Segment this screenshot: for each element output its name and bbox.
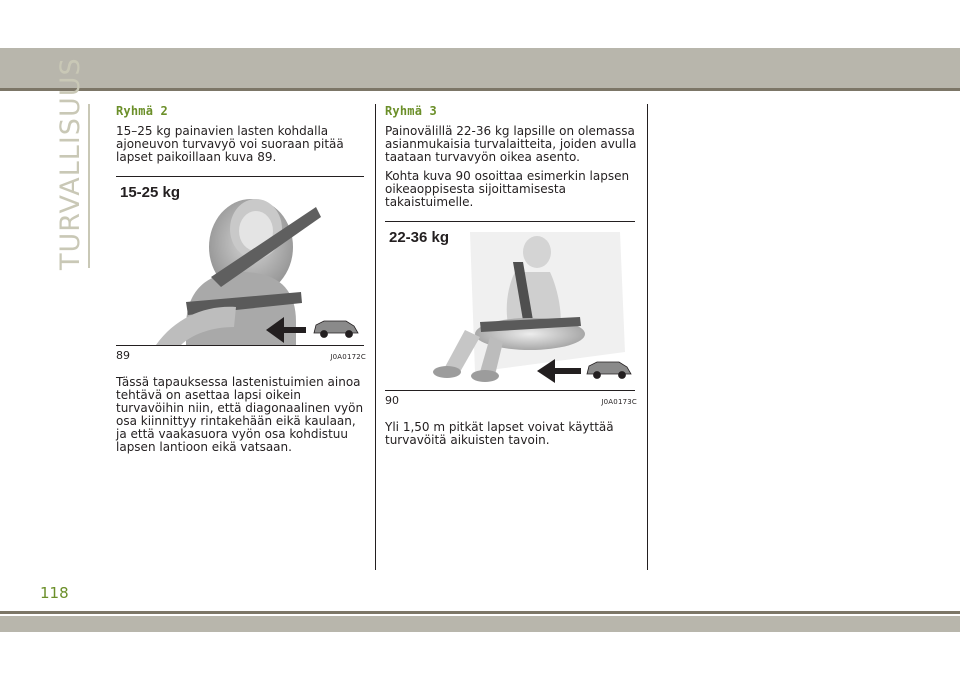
figure-89 <box>116 176 364 346</box>
header-band <box>0 48 960 88</box>
column-divider-right <box>647 104 648 570</box>
child-booster-cushion-illustration <box>385 222 635 390</box>
footer-rule <box>0 611 960 614</box>
booster-seat-illustration <box>116 177 364 345</box>
paragraph: 15–25 kg painavien lasten kohdalla ajoneuvon turvavyö voi suoraan pitää lapset paikoillaan kuva 89. <box>116 124 344 164</box>
right-column <box>385 104 637 453</box>
figure-code: J0A0173C <box>601 398 637 406</box>
figure-caption <box>385 394 637 407</box>
section-title-vertical: TURVALLISUUS <box>55 57 86 270</box>
figure-90 <box>385 221 635 391</box>
paragraph: Painovälillä 22-36 kg lapsille on olemassa asianmukaisia turvalaitteita, joiden avulla taataan turvavyön oikea asento. <box>385 124 637 164</box>
paragraph: Kohta kuva 90 osoittaa esimerkin lapsen oikeaoppisesta sijoittamisesta takaistuimelle. <box>385 169 630 209</box>
figure-caption <box>116 349 366 362</box>
footer-band <box>0 616 960 632</box>
left-column <box>116 104 366 460</box>
heading-group-3: Ryhmä 3 <box>385 104 437 118</box>
paragraph: Tässä tapauksessa lastenistuimien ainoa tehtävä on asettaa lapsi oikein turvavöihin niin, että diagonaalinen vyön osa kiinnittyy rintakehään eikä kaulaan, ja että vaakasuora vyön osa kohdistuu lapsen lantioon eikä vatsaan. <box>116 375 364 454</box>
figure-weight-label: 15-25 kg <box>120 184 181 201</box>
header-rule <box>0 88 960 91</box>
paragraph: Yli 1,50 m pitkät lapset voivat käyttää turvavöitä aikuisten tavoin. <box>385 420 614 447</box>
figure-weight-label: 22-36 kg <box>389 229 450 246</box>
figure-number: 89 <box>116 349 130 362</box>
figure-code: J0A0172C <box>330 353 366 361</box>
heading-group-2: Ryhmä 2 <box>116 104 168 118</box>
page-number: 118 <box>40 584 69 602</box>
figure-number: 90 <box>385 394 399 407</box>
section-title-rule <box>88 104 90 268</box>
column-divider <box>375 104 376 570</box>
